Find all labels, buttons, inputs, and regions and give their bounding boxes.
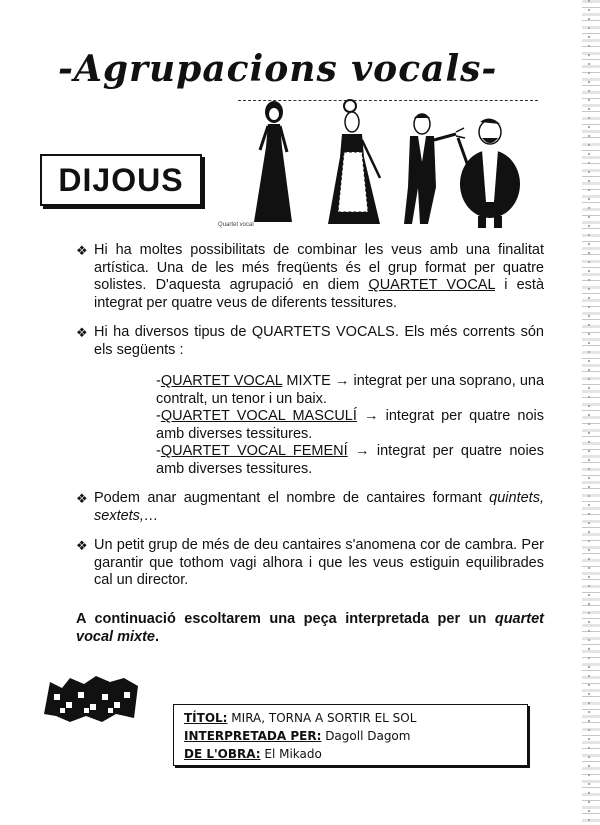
- soprano-figure: [254, 101, 292, 222]
- arrow-right-icon: →: [356, 408, 386, 425]
- diamond-bullet-icon: ❖: [76, 243, 88, 258]
- bullet-paragraph: [76, 242, 544, 312]
- listen-logo-icon: [40, 674, 144, 724]
- quartet-type-item: -QUARTET VOCAL FEMENÍ → integrat per quatre noies amb diverses tessitures.: [156, 443, 544, 477]
- closing-statement: A continuació escoltarem una peça interpretada per un quartet vocal mixte.: [76, 611, 544, 645]
- diamond-bullet-icon: ❖: [76, 491, 88, 506]
- bass-figure: [458, 118, 520, 228]
- day-label-box: DIJOUS: [40, 154, 202, 206]
- paragraph-text: Podem anar augmentant el nombre de cantaires formant: [94, 490, 490, 506]
- diamond-bullet-icon: ❖: [76, 325, 88, 341]
- quartet-type-item: -QUARTET VOCAL MASCULÍ → integrat per quatre nois amb diverses tessitures.: [156, 408, 545, 442]
- info-work-row: DE L'OBRA: El Mikado: [184, 747, 322, 761]
- paragraph-text: i està integrat per quatre veus de diferents tessitures.: [94, 277, 545, 311]
- page-title: -Agrupacions vocals-: [58, 48, 498, 90]
- illustration-caption: Quartet vocal: [218, 222, 254, 228]
- more-bullets: [76, 490, 544, 602]
- paragraph-text: Hi ha moltes possibilitats de combinar les veus amb una finalitat artística. Una de les més freqüents és el grup format per quatre solistes. D'aquesta agrupació en diem: [94, 242, 544, 294]
- scan-edge-noise: [582, 0, 600, 825]
- arrow-right-icon: →: [347, 443, 377, 460]
- bullet-paragraph: [76, 324, 544, 359]
- tenor-figure: [404, 114, 465, 224]
- contralto-figure: [328, 100, 380, 224]
- info-performer-row: INTERPRETADA PER: Dagoll Dagom: [184, 729, 411, 743]
- paragraph-text: Un petit grup de més de deu cantaires s'anomena cor de cambra. Per garantir que tothom vagi alhora i que les veus estiguin equilibrades cal un director.: [94, 537, 544, 589]
- quartet-types-list: [156, 373, 544, 479]
- quartet-type-item: -QUARTET VOCAL MIXTE → integrat per una soprano, una contralt, un tenor i un baix.: [156, 373, 545, 407]
- bullet-paragraph: [76, 537, 544, 590]
- quartet-singers-illustration: [232, 92, 532, 234]
- paragraph-text: Hi ha diversos tipus de QUARTETS VOCALS. Els més corrents són els següents :: [94, 324, 544, 358]
- info-title-row: TÍTOL: MIRA, TORNA A SORTIR EL SOL: [184, 711, 417, 725]
- song-info-box: [173, 704, 528, 766]
- diamond-bullet-icon: ❖: [76, 538, 88, 554]
- italic-text: quintets, sextets,…: [94, 490, 544, 524]
- arrow-right-icon: →: [330, 373, 354, 389]
- intro-bullets: [76, 242, 544, 372]
- underlined-term: QUARTET VOCAL: [368, 277, 495, 294]
- bullet-paragraph: [76, 490, 544, 525]
